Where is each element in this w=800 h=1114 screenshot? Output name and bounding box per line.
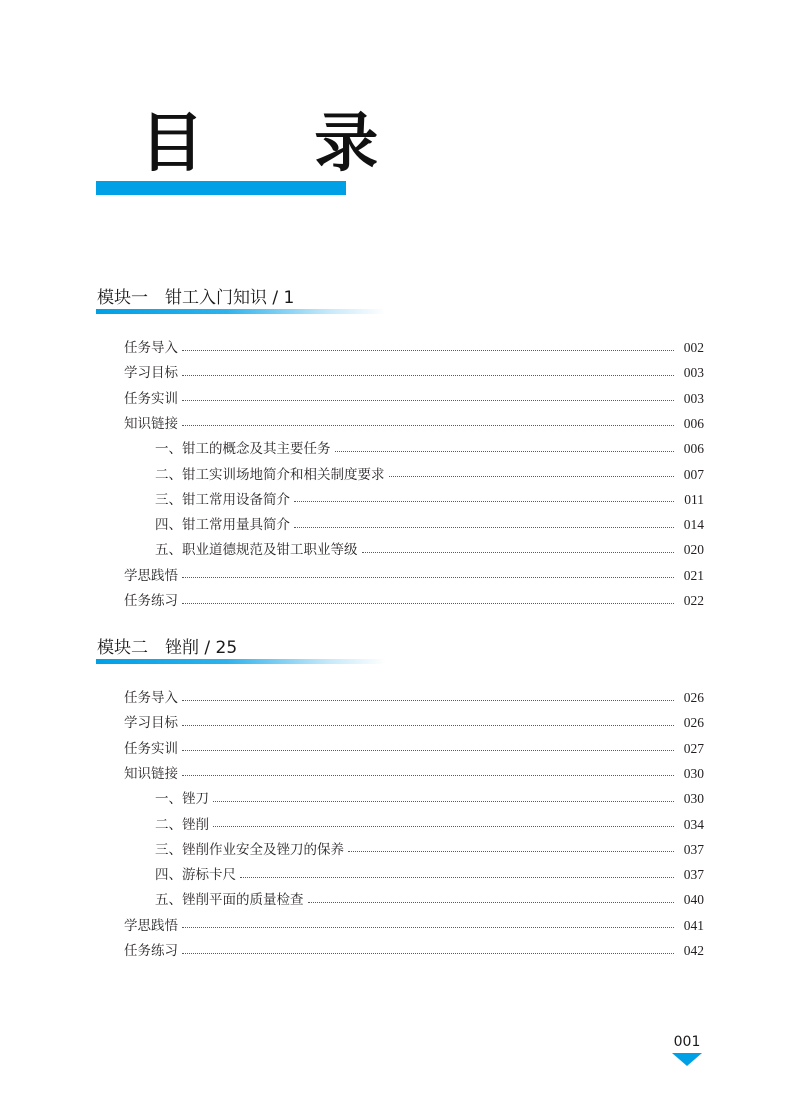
toc-leader-dots bbox=[182, 953, 674, 954]
toc-entry-label: 知识链接 bbox=[124, 415, 178, 432]
toc-entry-label: 三、锉削作业安全及锉刀的保养 bbox=[155, 841, 344, 858]
toc-entry[interactable] bbox=[124, 337, 704, 359]
toc-entry-page: 006 bbox=[683, 415, 704, 431]
toc-entry[interactable] bbox=[155, 788, 704, 810]
toc-leader-dots bbox=[182, 350, 674, 351]
toc-entry-label: 四、钳工常用量具简介 bbox=[155, 517, 290, 534]
toc-leader-dots bbox=[182, 375, 674, 376]
toc-entry[interactable] bbox=[155, 889, 704, 911]
toc-entry[interactable] bbox=[124, 712, 704, 734]
toc-entry-page: 030 bbox=[683, 791, 704, 807]
toc-entry-page: 042 bbox=[683, 943, 704, 958]
toc-entry-page: 014 bbox=[683, 517, 704, 533]
toc-leader-dots bbox=[182, 425, 674, 426]
toc-entry-label: 学习目标 bbox=[124, 365, 178, 382]
toc-leader-dots bbox=[240, 877, 674, 878]
toc-entry-label: 任务实训 bbox=[124, 390, 178, 407]
toc-entry[interactable] bbox=[155, 539, 704, 561]
toc-entry[interactable] bbox=[155, 814, 704, 836]
module-2-underline bbox=[96, 659, 386, 664]
toc-entry-label: 二、锉削 bbox=[155, 816, 209, 833]
toc-entry[interactable] bbox=[124, 362, 704, 384]
toc-entry-label: 三、钳工常用设备简介 bbox=[155, 491, 290, 508]
toc-leader-dots bbox=[308, 902, 675, 903]
toc-entry-page: 030 bbox=[683, 765, 704, 781]
toc-entry-page: 022 bbox=[683, 593, 704, 608]
title-underline-bar bbox=[96, 181, 346, 195]
toc-entry-page: 034 bbox=[683, 816, 704, 832]
toc-leader-dots bbox=[348, 851, 674, 852]
toc-leader-dots bbox=[213, 801, 674, 802]
toc-entry[interactable] bbox=[155, 438, 704, 460]
toc-entry-label: 任务练习 bbox=[124, 943, 178, 959]
toc-entry-page: 021 bbox=[683, 567, 704, 583]
toc-entry-label: 五、锉削平面的质量检查 bbox=[155, 892, 304, 909]
toc-entry-page: 011 bbox=[684, 491, 704, 507]
toc-entry[interactable] bbox=[155, 514, 704, 536]
toc-leader-dots bbox=[182, 750, 674, 751]
toc-entry-label: 一、锉刀 bbox=[155, 791, 209, 808]
toc-entry-page: 037 bbox=[683, 841, 704, 857]
toc-entry[interactable] bbox=[155, 464, 704, 486]
toc-entry-page: 006 bbox=[683, 441, 704, 457]
page-title: 目 录 bbox=[140, 107, 423, 181]
page-number: 001 bbox=[673, 1034, 701, 1050]
page-marker-triangle-icon bbox=[672, 1053, 702, 1066]
toc-entry[interactable] bbox=[124, 590, 704, 612]
toc-entry-page: 026 bbox=[683, 690, 704, 705]
toc-entry-label: 知识链接 bbox=[124, 765, 178, 782]
toc-entry-label: 任务练习 bbox=[124, 593, 178, 609]
toc-entry[interactable] bbox=[124, 565, 704, 587]
toc-entry-label: 学思践悟 bbox=[124, 917, 178, 934]
toc-entry-label: 一、钳工的概念及其主要任务 bbox=[155, 441, 331, 458]
toc-entry-label: 任务导入 bbox=[124, 340, 178, 356]
toc-entry-label: 二、钳工实训场地简介和相关制度要求 bbox=[155, 466, 385, 483]
toc-entry-page: 003 bbox=[683, 390, 704, 406]
module-1-heading: 模块一 钳工入门知识 / 1 bbox=[97, 288, 295, 308]
module-1-underline bbox=[96, 309, 386, 314]
toc-entry-label: 学习目标 bbox=[124, 715, 178, 732]
toc-entry-page: 007 bbox=[683, 466, 704, 482]
toc-entry-label: 四、游标卡尺 bbox=[155, 867, 236, 884]
toc-leader-dots bbox=[182, 700, 674, 701]
toc-entry-label: 五、职业道德规范及钳工职业等级 bbox=[155, 542, 358, 559]
toc-entry[interactable] bbox=[124, 738, 704, 760]
toc-entry-page: 026 bbox=[683, 715, 704, 731]
toc-leader-dots bbox=[182, 775, 674, 776]
toc-entry[interactable] bbox=[155, 839, 704, 861]
toc-leader-dots bbox=[362, 552, 675, 553]
toc-leader-dots bbox=[294, 527, 674, 528]
toc-leader-dots bbox=[182, 577, 674, 578]
toc-entry-page: 027 bbox=[683, 740, 704, 756]
toc-entry-label: 任务导入 bbox=[124, 690, 178, 706]
toc-entry[interactable] bbox=[155, 489, 704, 511]
toc-entry[interactable] bbox=[124, 940, 704, 962]
toc-leader-dots bbox=[182, 400, 674, 401]
toc-leader-dots bbox=[182, 927, 674, 928]
toc-entry[interactable] bbox=[124, 413, 704, 435]
toc-entry-page: 041 bbox=[683, 917, 704, 933]
toc-entry[interactable] bbox=[124, 763, 704, 785]
toc-entry[interactable] bbox=[124, 915, 704, 937]
toc-entry-page: 020 bbox=[683, 542, 704, 558]
module-2-heading: 模块二 锉削 / 25 bbox=[97, 638, 238, 658]
toc-entry-page: 040 bbox=[683, 892, 704, 908]
toc-entry[interactable] bbox=[124, 687, 704, 709]
toc-leader-dots bbox=[294, 501, 674, 502]
toc-leader-dots bbox=[389, 476, 675, 477]
toc-leader-dots bbox=[213, 826, 674, 827]
toc-entry-page: 003 bbox=[683, 365, 704, 381]
toc-leader-dots bbox=[335, 451, 675, 452]
toc-entry[interactable] bbox=[155, 864, 704, 886]
toc-entry-page: 037 bbox=[683, 867, 704, 883]
toc-leader-dots bbox=[182, 725, 674, 726]
toc-leader-dots bbox=[182, 603, 674, 604]
toc-entry[interactable] bbox=[124, 388, 704, 410]
toc-entry-label: 任务实训 bbox=[124, 740, 178, 757]
toc-entry-label: 学思践悟 bbox=[124, 567, 178, 584]
toc-entry-page: 002 bbox=[683, 340, 704, 355]
